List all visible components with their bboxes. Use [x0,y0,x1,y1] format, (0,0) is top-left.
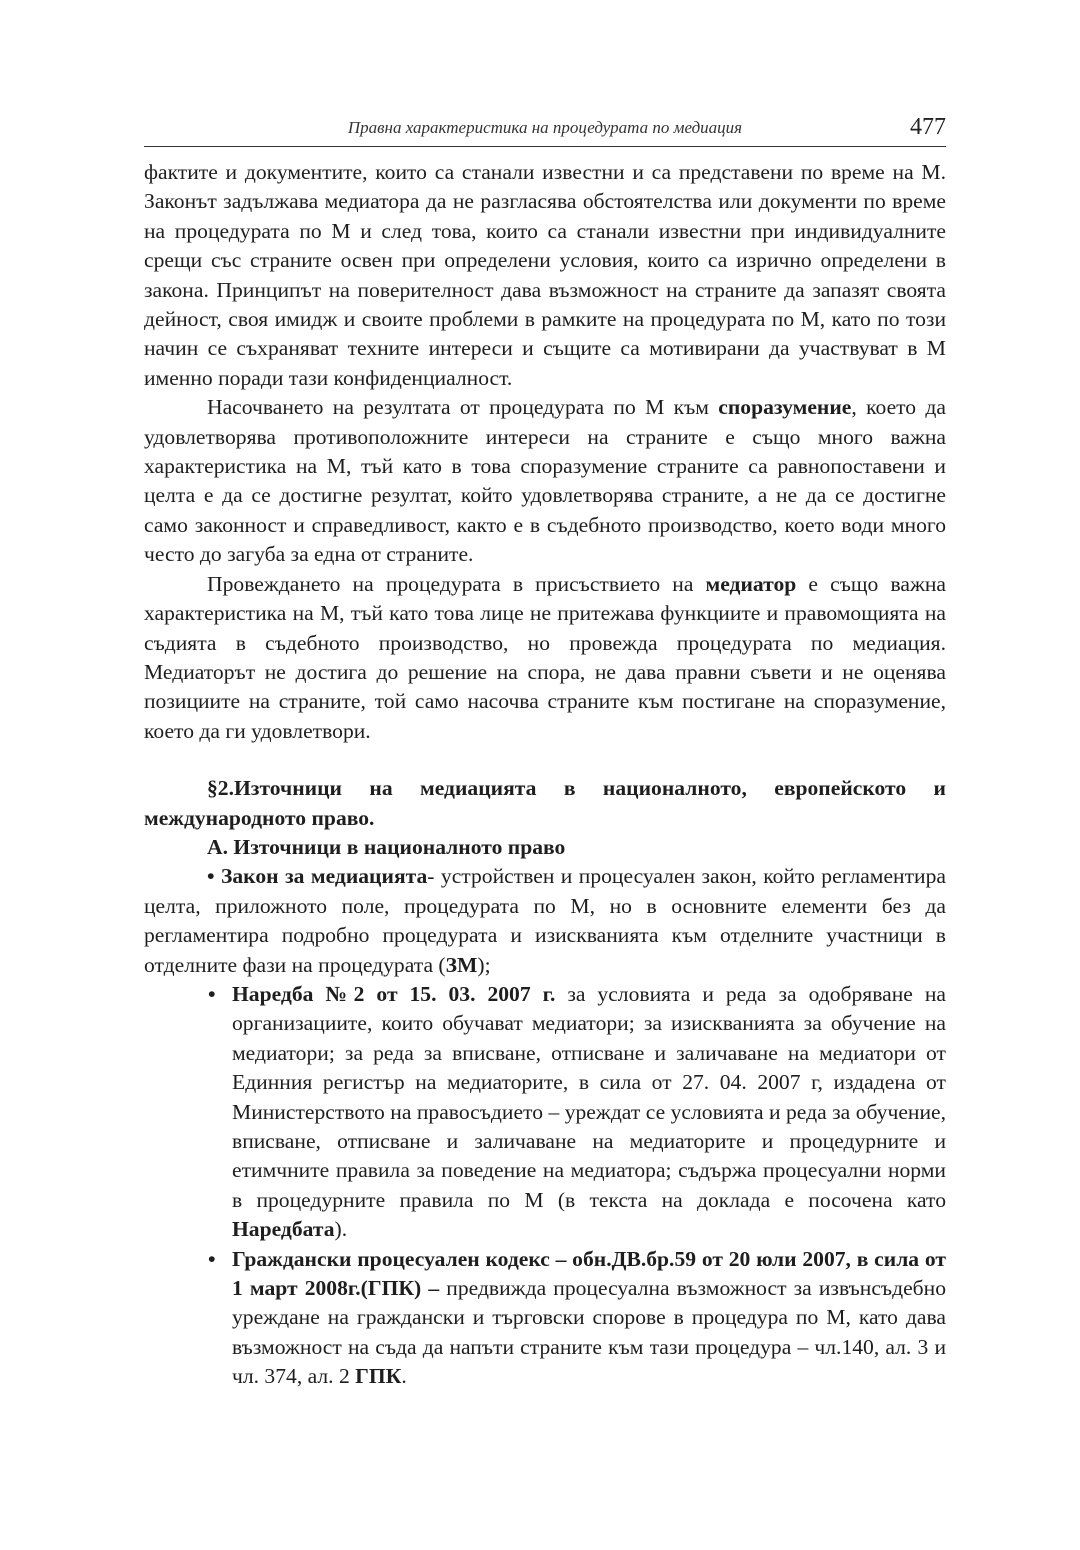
paragraph-mediation-act [144,862,946,980]
bullet: • [208,1246,216,1271]
section-heading: §2.Източници на медиацията в националното, европейското и международното право. [144,776,946,830]
spacer [144,746,946,774]
bullet: • [208,981,216,1006]
bold-term: Наредба №2 от 15. 03. 2007 г. [232,981,556,1006]
page-number: 477 [910,114,946,140]
bullet: • [207,864,215,889]
running-title: Правна характеристика на процедурата по медиация [347,118,743,137]
sources-list [144,980,946,1392]
paragraph-confidentiality [144,158,946,393]
bold-term: ЗМ [445,952,478,977]
list-item-text: . [401,1364,407,1389]
bold-term: ГПК [355,1364,402,1389]
paragraph-text: Насочването на резултата от процедурата по М към [207,395,719,420]
list-item-text: за условията и реда за одобряване на организациите, които обучават медиатори; за изискванията за обучение на медиатори; за реда за вписване, отписване и заличаване на медиатори от Единния регистър на медиаторите, в сила от 27. 04. 2007 г, издадена от Министерството на правосъдието – уреждат се условията и реда за обучение, вписване, отписване и заличаване на медиаторите и процедурните и етимчните правила за поведение на медиатора; съдържа процесуални норми в процедурните правила по М (в текста на доклада е посочена като [232,981,946,1212]
paragraph-text: , което да удовлетворява противоположните интереси на страните е също много важна характеристика на М, тъй като в това споразумение страните са равнопоставени и целта е да се достигне резултат, който удовлетворява страните, а не да се достигне само законност и справедливост, както е в съдебното производство, което води много често до загуба за една от страните. [144,395,946,567]
list-item [208,980,946,1245]
paragraph-text: Провеждането на процедурата в присъствието на [207,571,706,596]
paragraph-text: - устройствен и процесуален закон, който регламентира целта, приложното поле, процедурата по М, но в основните елементи без да регламентира подробно процедурата и изискванията към отделните участници в отделните фази на процедурата ( [144,864,946,977]
bold-term: споразумение [718,395,852,420]
page-header [144,114,946,147]
bold-term: Закон за медиацията [220,864,428,889]
bold-term: медиатор [705,571,797,596]
list-item [208,1245,947,1392]
body-text [144,158,946,1392]
paragraph-text: фактите и документите, които са станали известни и са представени по време на М. Законът задължава медиатора да не разгласява обстоятелства или документи по време на процедурата по М и след това, които са станали известни при индивидуалните срещи със страните освен при определени условия, които са изрично определени в закона. Принципът на поверителност дава възможност на страните да запазят своята дейност, своя имидж и своите проблеми в рамките на процедурата по М, като по този начин се съхраняват техните интереси и същите са мотивирани да участвуват в М именно поради тази конфиденциалност. [144,160,946,390]
bold-term: Граждански процесуален кодекс – обн.ДВ.бр.59 от 20 юли 2007, в сила от 1 март 2008г.(ГПК) – [232,1246,946,1301]
section-subheading: А. Източници в националното право [207,834,566,859]
paragraph-agreement [144,393,946,569]
list-item-text: предвижда процесуална възможност за извънсъдебно уреждане на граждански и търговски спорове в процедура по М, като дава възможност на съда да напъти страните към тази процедура – чл.140, ал. 3 и чл. 374, ал. 2 [232,1276,947,1389]
paragraph-text: ); [477,952,491,977]
bold-term: Наредбата [232,1217,335,1242]
paragraph-mediator [144,570,946,746]
list-item-text: ). [334,1217,348,1242]
paragraph-text: е също важна характеристика на М, тъй като това лице не притежава функциите и правомощията на съдията в съдебното производство, но провежда процедурата по медиация. Медиаторът не достига до решение на спора, не дава правни съвети и не оценява позициите на страните, той само насочва страните към постигане на споразумение, което да ги удовлетвори. [144,571,946,743]
